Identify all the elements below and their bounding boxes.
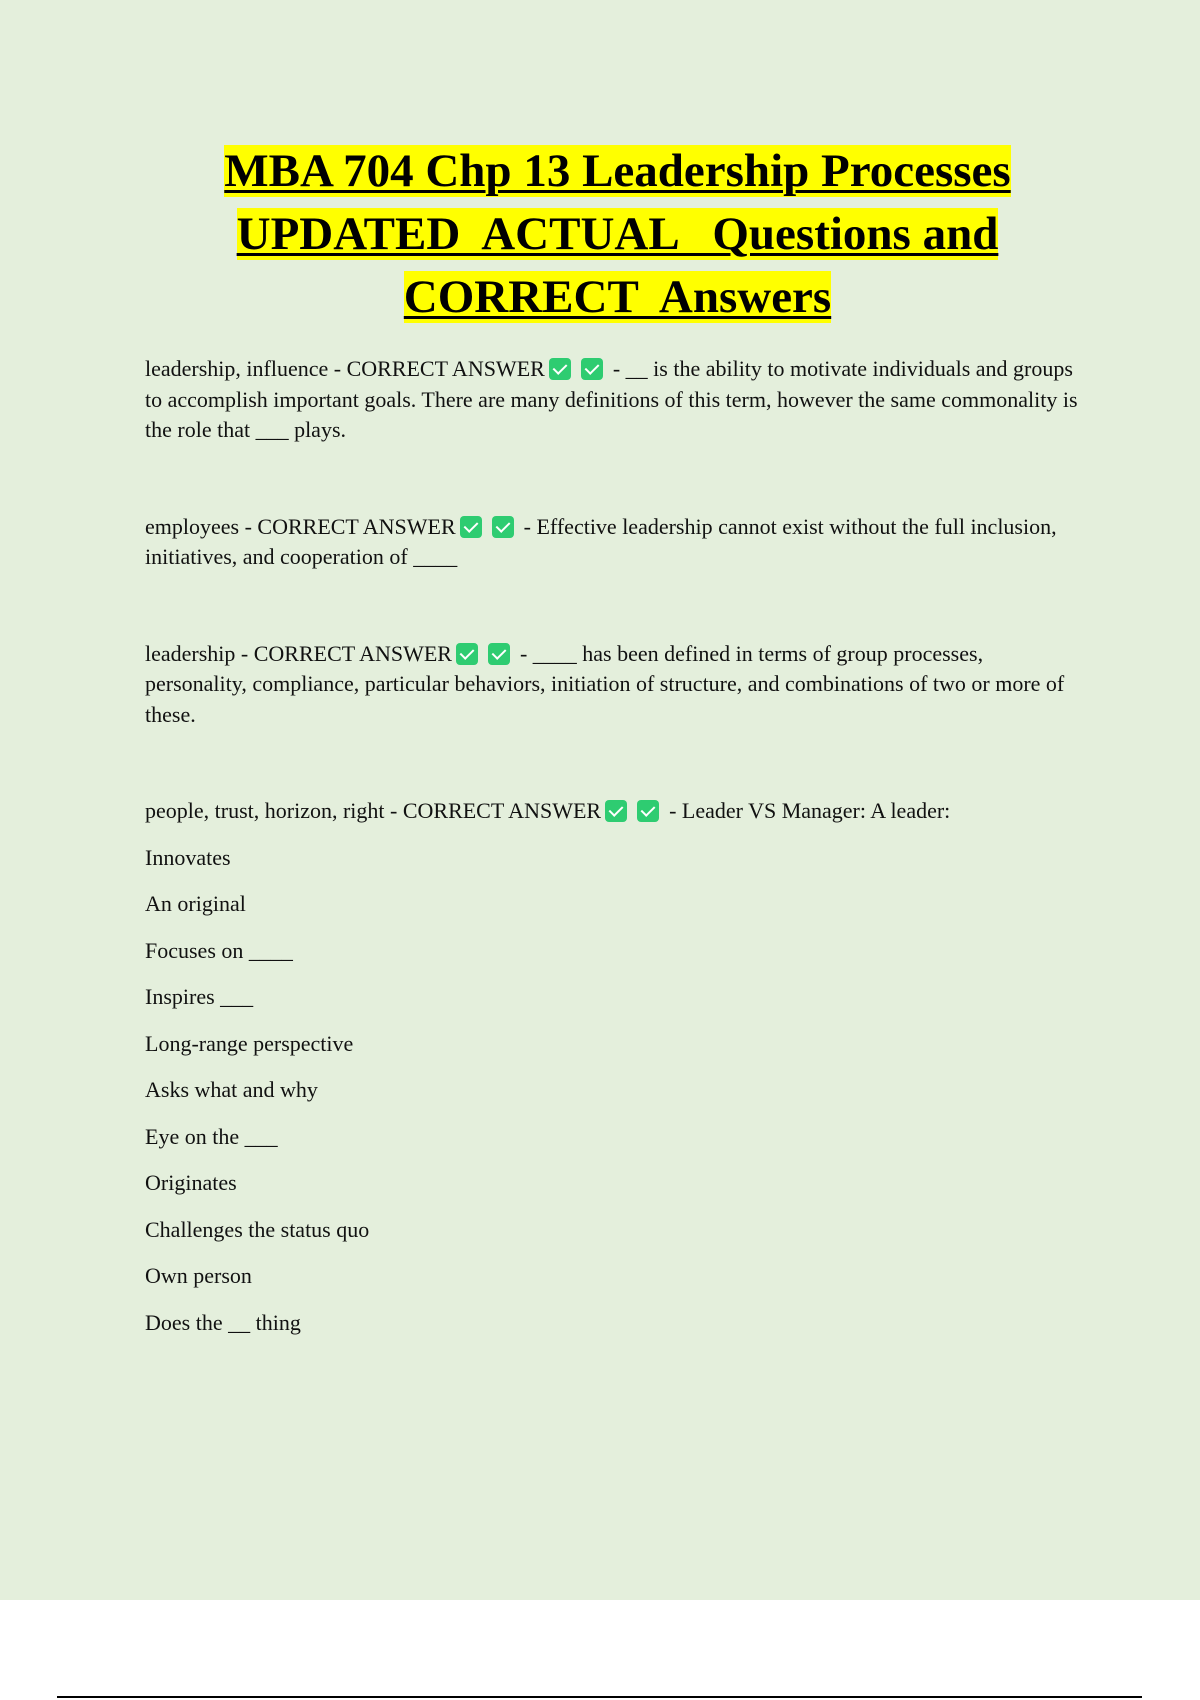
title-line-1: MBA 704 Chp 13 Leadership Processes xyxy=(224,145,1011,197)
list-item: Focuses on ____ xyxy=(145,937,293,963)
check-box-icon xyxy=(637,800,659,822)
title-line-3: CORRECT Answers xyxy=(403,271,832,323)
list-item: An original xyxy=(145,891,246,916)
qa-item-2 xyxy=(145,512,1090,573)
check-box-icon xyxy=(492,516,514,538)
leader-traits-list xyxy=(145,843,1090,1339)
answer-text: leadership - CORRECT ANSWER xyxy=(145,640,452,666)
answer-text: people, trust, horizon, right - CORRECT ANSWER xyxy=(145,798,602,823)
check-box-icon xyxy=(460,516,482,538)
question-text: - Effective leadership cannot exist without the full inclusion, initiatives, and cooperation of ____ xyxy=(145,513,1057,569)
title-line-2: UPDATED ACTUAL Questions and xyxy=(236,208,999,260)
qa-item-4 xyxy=(145,796,1090,1338)
list-item: Inspires ___ xyxy=(145,984,254,1009)
qa-item-1 xyxy=(145,354,1090,446)
list-item: Asks what and why xyxy=(145,1077,318,1102)
check-box-icon xyxy=(581,358,603,380)
qa-list xyxy=(145,354,1090,1338)
answer-text: leadership, influence - CORRECT ANSWER xyxy=(145,356,545,381)
qa-item-3 xyxy=(145,639,1090,731)
document-title xyxy=(150,140,1085,329)
answer-text: employees - CORRECT ANSWER xyxy=(145,513,456,539)
check-box-icon xyxy=(605,800,627,822)
list-item: Does the __ thing xyxy=(145,1309,301,1335)
list-item: Challenges the status quo xyxy=(145,1216,370,1242)
question-text: - ____ has been defined in terms of group processes, personality, compliance, particular behaviors, initiation of structure, and combinations of two or more of these. xyxy=(145,640,1065,727)
question-text: - Leader VS Manager: A leader: xyxy=(669,798,951,823)
list-item: Eye on the ___ xyxy=(145,1123,278,1149)
question-text: - __ is the ability to motivate individuals and groups to accomplish important goals. There are many definitions of this term, however the same commonality is the role that ___ plays. xyxy=(145,356,1078,442)
list-item: Own person xyxy=(145,1263,252,1288)
qa-item-4-header xyxy=(145,796,1090,827)
list-item: Originates xyxy=(145,1170,237,1195)
list-item: Innovates xyxy=(145,844,231,870)
footer-divider xyxy=(57,1696,1142,1698)
check-box-icon xyxy=(456,643,478,665)
check-box-icon xyxy=(549,358,571,380)
list-item: Long-range perspective xyxy=(145,1030,354,1056)
check-box-icon xyxy=(488,643,510,665)
